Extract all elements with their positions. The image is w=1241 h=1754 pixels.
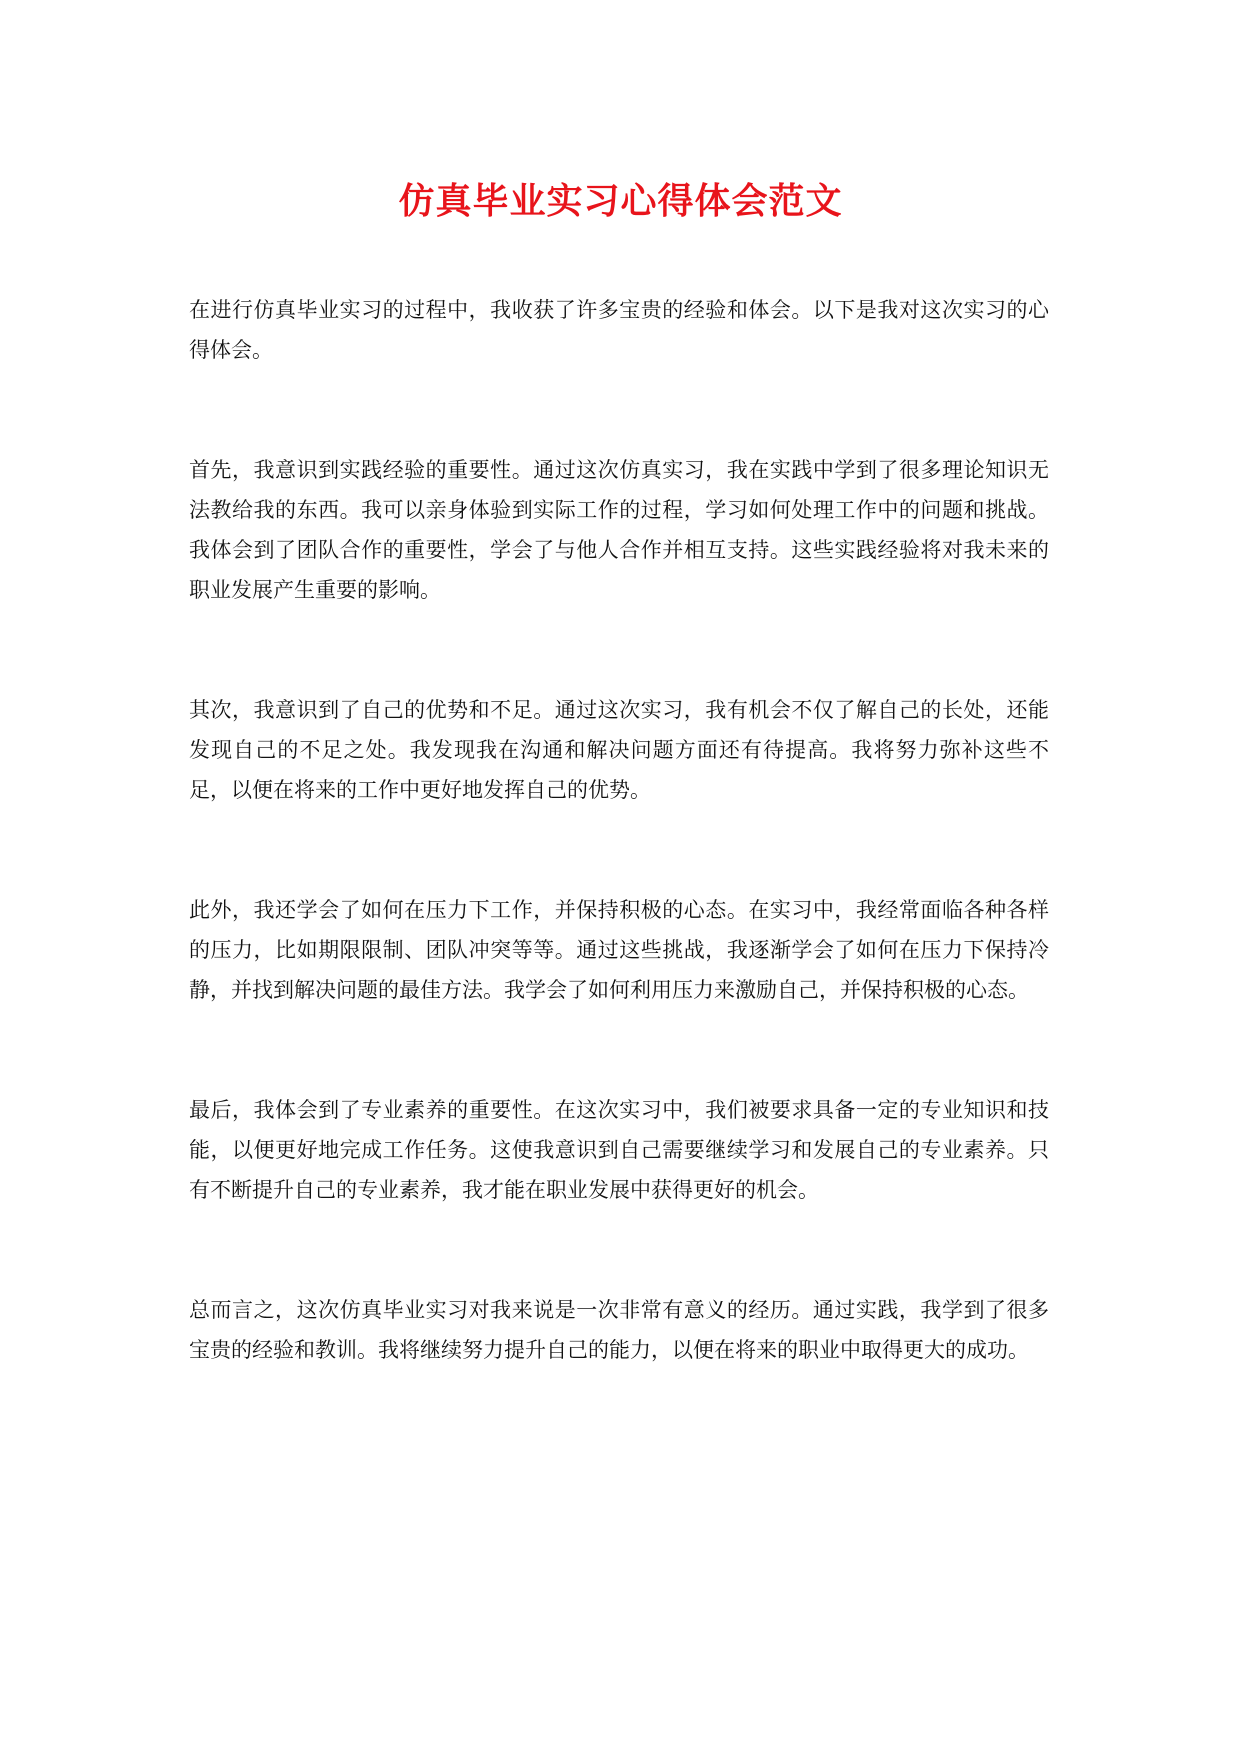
paragraph-intro: 在进行仿真毕业实习的过程中，我收获了许多宝贵的经验和体会。以下是我对这次实习的心得体会。 (189, 298, 1049, 362)
document-title: 仿真毕业实习心得体会范文 (398, 181, 843, 222)
paragraph-conclusion: 总而言之，这次仿真毕业实习对我来说是一次非常有意义的经历。通过实践，我学到了很多宝贵的经验和教训。我将继续努力提升自己的能力，以便在将来的职业中取得更大的成功。 (189, 1298, 1049, 1362)
document-body (189, 290, 1049, 1450)
paragraph-additionally: 此外，我还学会了如何在压力下工作，并保持积极的心态。在实习中，我经常面临各种各样的压力，比如期限限制、团队冲突等等。通过这些挑战，我逐渐学会了如何在压力下保持冷静，并找到解决问题的最佳方法。我学会了如何利用压力来激励自己，并保持积极的心态。 (189, 898, 1049, 1002)
paragraph-first: 首先，我意识到实践经验的重要性。通过这次仿真实习，我在实践中学到了很多理论知识无法教给我的东西。我可以亲身体验到实际工作的过程，学习如何处理工作中的问题和挑战。我体会到了团队合作的重要性，学会了与他人合作并相互支持。这些实践经验将对我未来的职业发展产生重要的影响。 (189, 458, 1049, 602)
paragraph-finally: 最后，我体会到了专业素养的重要性。在这次实习中，我们被要求具备一定的专业知识和技能，以便更好地完成工作任务。这使我意识到自己需要继续学习和发展自己的专业素养。只有不断提升自己的专业素养，我才能在职业发展中获得更好的机会。 (189, 1098, 1049, 1202)
paragraph-second: 其次，我意识到了自己的优势和不足。通过这次实习，我有机会不仅了解自己的长处，还能发现自己的不足之处。我发现我在沟通和解决问题方面还有待提高。我将努力弥补这些不足，以便在将来的工作中更好地发挥自己的优势。 (189, 698, 1049, 802)
